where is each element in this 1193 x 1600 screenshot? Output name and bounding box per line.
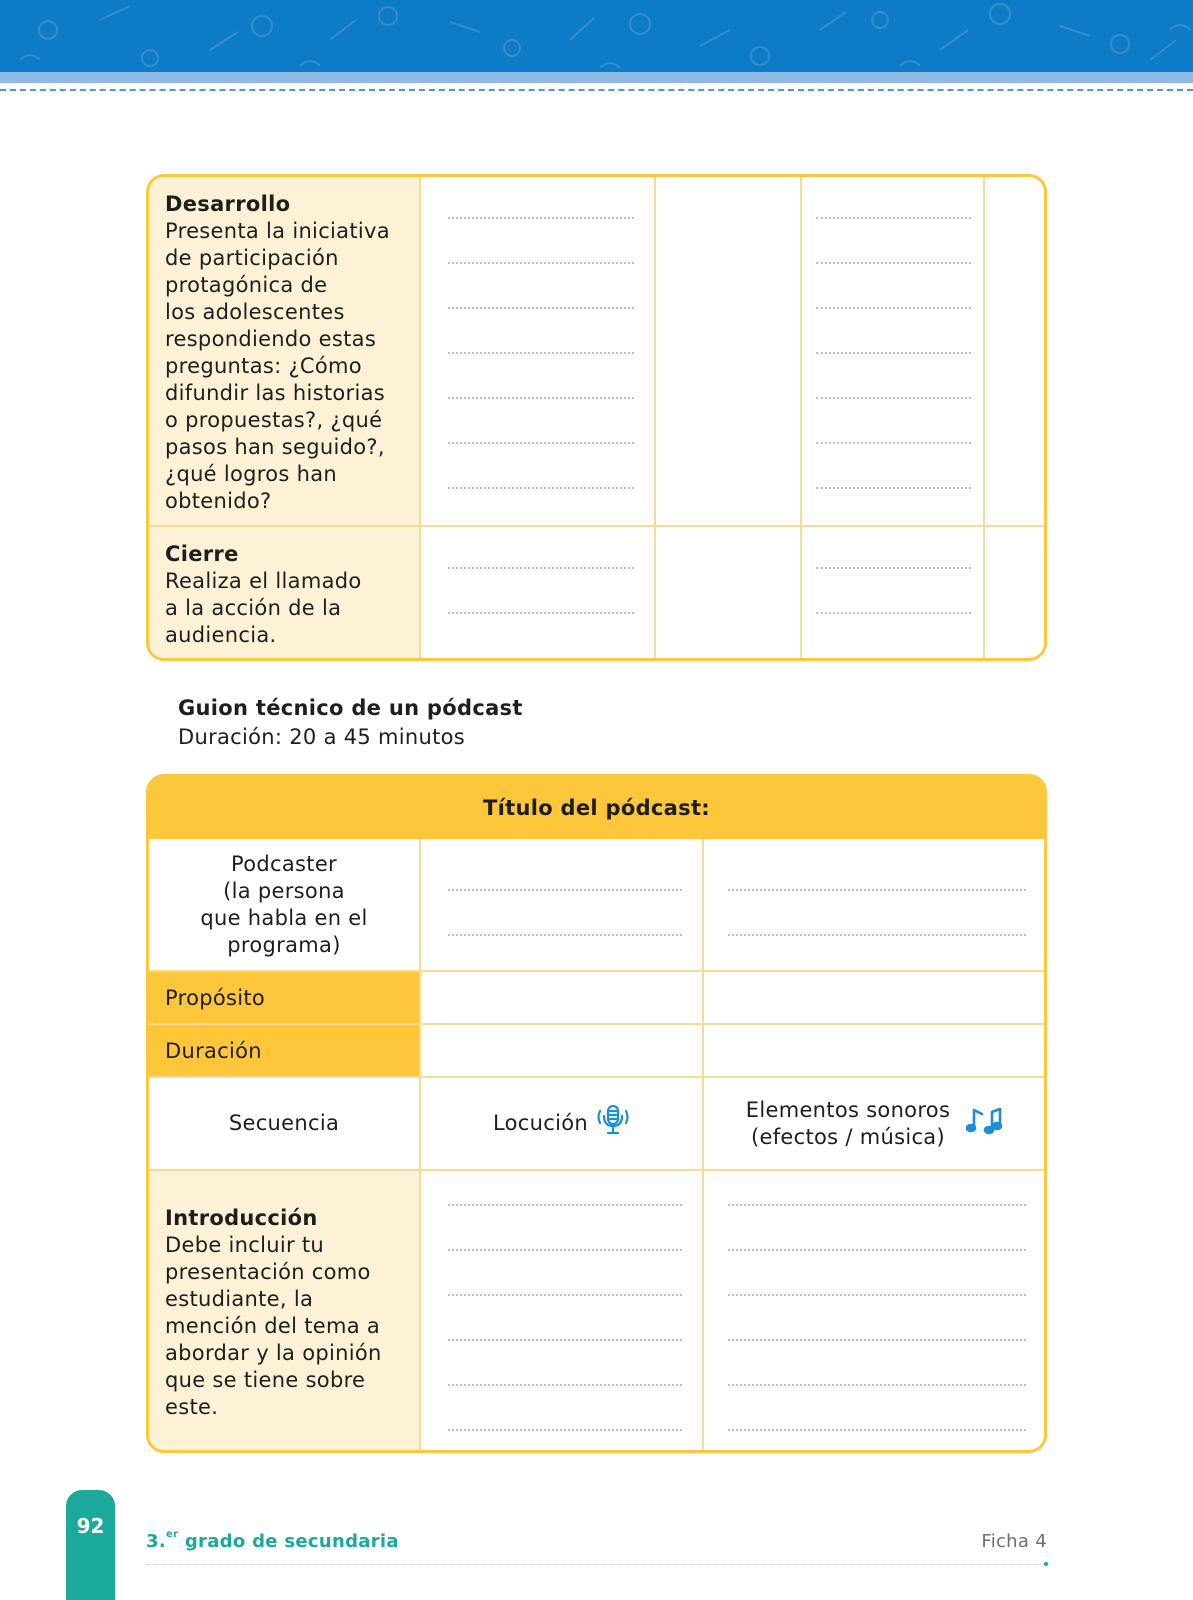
writing-line — [448, 1249, 682, 1251]
introduccion-line: estudiante, la — [165, 1287, 314, 1311]
writing-line — [816, 262, 971, 264]
writing-line — [448, 307, 634, 309]
podcaster-line: que habla en el — [200, 905, 368, 930]
cierre-title: Cierre — [165, 542, 239, 566]
desarrollo-line: protagónica de — [165, 273, 328, 297]
footer-dotted-line — [146, 1564, 1047, 1565]
section-title: Guion técnico de un pódcast — [178, 696, 523, 720]
desarrollo-writing-cell-2[interactable] — [802, 177, 985, 525]
writing-line — [728, 1339, 1026, 1341]
desarrollo-title: Desarrollo — [165, 192, 291, 216]
header-pattern — [0, 0, 1193, 72]
podcaster-line: programa) — [227, 932, 341, 957]
header-dashed-line — [0, 89, 1193, 91]
row-desarrollo — [149, 177, 1044, 527]
desarrollo-writing-cell[interactable] — [421, 177, 656, 525]
writing-line — [728, 889, 1026, 891]
writing-line — [448, 934, 682, 936]
writing-line — [816, 307, 971, 309]
cierre-writing-cell[interactable] — [421, 527, 656, 658]
writing-line — [816, 487, 971, 489]
introduccion-line: Debe incluir tu — [165, 1233, 325, 1257]
desarrollo-blank-cell-2[interactable] — [985, 177, 1044, 525]
secuencia-header-cell — [149, 1078, 421, 1169]
cierre-line: Realiza el llamado — [165, 569, 362, 593]
introduccion-writing-cell[interactable] — [421, 1171, 704, 1450]
elementos-header-line: (efectos / música) — [751, 1124, 945, 1149]
desarrollo-line: preguntas: ¿Cómo — [165, 354, 362, 378]
writing-line — [816, 217, 971, 219]
duracion-label-cell — [149, 1025, 421, 1076]
desarrollo-line: obtenido? — [165, 489, 272, 513]
writing-line — [448, 1294, 682, 1296]
header-band — [0, 0, 1193, 72]
writing-line — [448, 397, 634, 399]
duracion-cell[interactable] — [421, 1025, 704, 1076]
writing-line — [728, 1204, 1026, 1206]
desarrollo-line: los adolescentes — [165, 300, 345, 324]
duracion-label: Duración — [165, 1038, 262, 1063]
proposito-label: Propósito — [165, 985, 266, 1010]
writing-line — [816, 612, 971, 614]
elementos-header-line: Elementos sonoros — [745, 1097, 951, 1122]
writing-line — [448, 1384, 682, 1386]
grade-sup: er — [165, 1529, 179, 1540]
podcast-title-label: Título del pódcast: — [483, 796, 710, 820]
introduccion-title: Introducción — [165, 1206, 318, 1230]
desarrollo-line: difundir las historias — [165, 381, 386, 405]
writing-line — [448, 567, 634, 569]
writing-line — [448, 1204, 682, 1206]
podcast-script-table — [146, 774, 1047, 1453]
header-stripe — [0, 72, 1193, 83]
desarrollo-line: ¿qué logros han — [165, 462, 338, 486]
microphone-icon — [596, 1103, 630, 1144]
writing-line — [816, 442, 971, 444]
writing-line — [448, 1339, 682, 1341]
row-introduccion — [149, 1171, 1044, 1450]
podcaster-writing-cell[interactable] — [421, 839, 704, 970]
cierre-label-cell — [149, 527, 421, 658]
grade-prefix: 3. — [146, 1531, 166, 1552]
introduccion-line: este. — [165, 1395, 219, 1419]
introduccion-line: que se tiene sobre — [165, 1368, 366, 1392]
writing-line — [448, 1429, 682, 1431]
writing-line — [448, 487, 634, 489]
writing-line — [816, 397, 971, 399]
writing-line — [448, 612, 634, 614]
podcaster-writing-cell-2[interactable] — [704, 839, 1044, 970]
introduccion-line: presentación como — [165, 1260, 371, 1284]
proposito-label-cell — [149, 972, 421, 1023]
grade-label — [146, 1531, 399, 1552]
music-notes-icon — [966, 1104, 1002, 1143]
elementos-header-cell — [704, 1078, 1044, 1169]
proposito-cell-2[interactable] — [704, 972, 1044, 1023]
proposito-cell[interactable] — [421, 972, 704, 1023]
desarrollo-line: respondiendo estas — [165, 327, 377, 351]
row-podcaster — [149, 839, 1044, 972]
cierre-blank-cell[interactable] — [656, 527, 802, 658]
secuencia-header: Secuencia — [228, 1111, 340, 1135]
writing-line — [728, 1294, 1026, 1296]
podcaster-line: Podcaster — [231, 851, 337, 876]
row-column-headers — [149, 1078, 1044, 1171]
row-cierre — [149, 527, 1044, 658]
podcaster-label-cell — [149, 839, 421, 970]
introduccion-line: mención del tema a — [165, 1314, 381, 1338]
introduccion-writing-cell-2[interactable] — [704, 1171, 1044, 1450]
writing-line — [728, 1384, 1026, 1386]
introduccion-line: abordar y la opinión — [165, 1341, 382, 1365]
locucion-header: Locución — [493, 1111, 588, 1135]
desarrollo-label-cell — [149, 177, 421, 525]
page-number: 92 — [76, 1514, 105, 1538]
writing-line — [448, 262, 634, 264]
writing-line — [816, 567, 971, 569]
desarrollo-line: pasos han seguido?, — [165, 435, 385, 459]
desarrollo-line: o propuestas?, ¿qué — [165, 408, 383, 432]
writing-line — [448, 217, 634, 219]
sequence-table-continued — [146, 174, 1047, 661]
writing-line — [728, 1429, 1026, 1431]
row-proposito — [149, 972, 1044, 1025]
row-duracion — [149, 1025, 1044, 1078]
desarrollo-line: de participación — [165, 246, 339, 270]
writing-line — [728, 1249, 1026, 1251]
writing-line — [728, 934, 1026, 936]
cierre-line: audiencia. — [165, 623, 277, 647]
footer-dot — [1044, 1562, 1048, 1566]
writing-line — [448, 352, 634, 354]
writing-line — [816, 352, 971, 354]
desarrollo-blank-cell[interactable] — [656, 177, 802, 525]
cierre-writing-cell-2[interactable] — [802, 527, 985, 658]
ficha-label: Ficha 4 — [981, 1531, 1047, 1552]
writing-line — [448, 889, 682, 891]
duracion-cell-2[interactable] — [704, 1025, 1044, 1076]
grade-suffix: grado de secundaria — [178, 1531, 399, 1552]
cierre-blank-cell-2[interactable] — [985, 527, 1044, 658]
locucion-header-cell — [421, 1078, 704, 1169]
writing-line — [448, 442, 634, 444]
page-number-tab — [66, 1490, 115, 1600]
desarrollo-line: Presenta la iniciativa — [165, 219, 390, 243]
podcast-title-row — [149, 777, 1044, 839]
cierre-line: a la acción de la — [165, 596, 342, 620]
podcaster-line: (la persona — [223, 878, 345, 903]
section-duration: Duración: 20 a 45 minutos — [178, 725, 466, 749]
introduccion-label-cell — [149, 1171, 421, 1450]
